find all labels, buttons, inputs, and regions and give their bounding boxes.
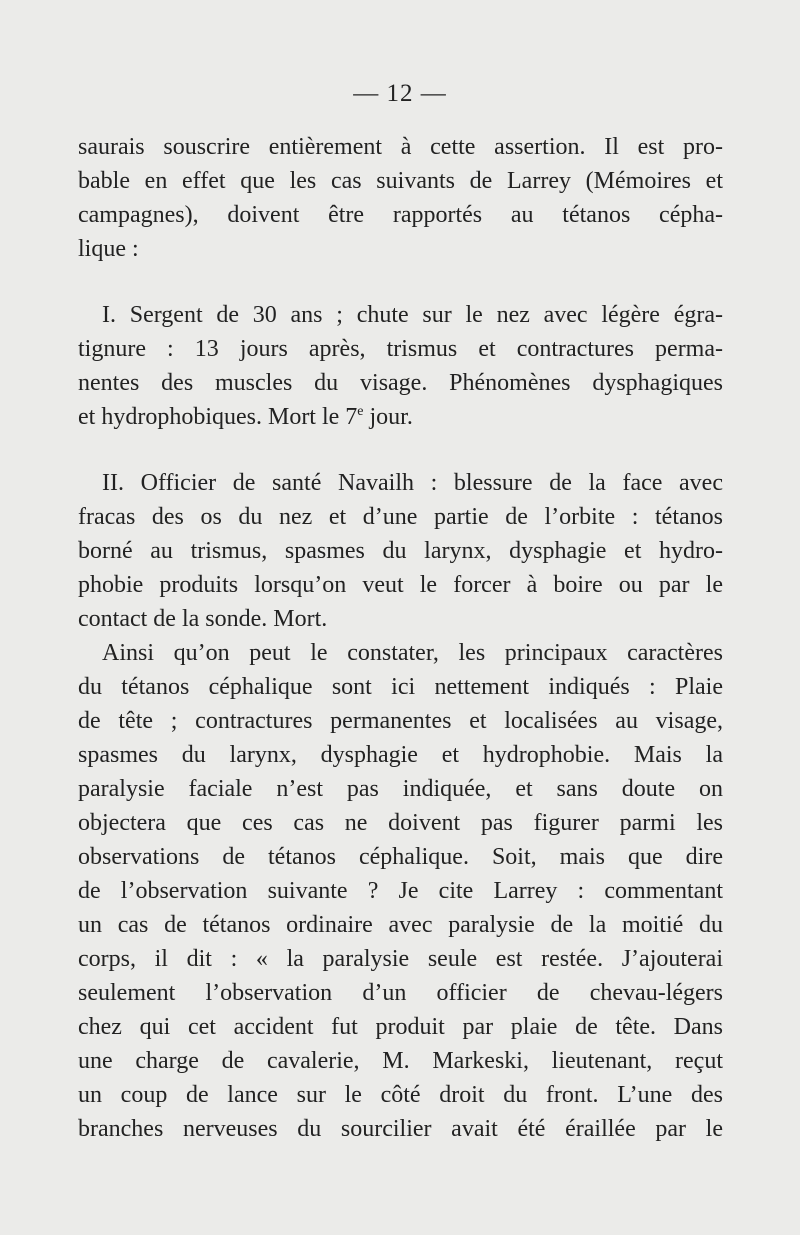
- text-line: Ainsi qu’on peut le constater, les principaux caractères: [102, 640, 723, 666]
- text-line: saurais souscrire entièrement à cette assertion. Il est pro-: [78, 134, 723, 160]
- superscript: e: [357, 404, 364, 419]
- text-line: un coup de lance sur le côté droit du front. L’une des: [78, 1082, 723, 1108]
- text-line: spasmes du larynx, dysphagie et hydrophobie. Mais la: [78, 742, 723, 768]
- text-line: corps, il dit : « la paralysie seule est restée. J’ajouterai: [78, 946, 723, 972]
- text-line: II. Officier de santé Navailh : blessure de la face avec: [102, 470, 723, 496]
- text-line: un cas de tétanos ordinaire avec paralysie de la moitié du: [78, 912, 723, 938]
- text-line: objectera que ces cas ne doivent pas figurer parmi les: [78, 810, 723, 836]
- text-line: tignure : 13 jours après, trismus et contractures perma-: [78, 336, 723, 362]
- text-line: I. Sergent de 30 ans ; chute sur le nez avec légère égra-: [102, 302, 723, 328]
- text-line: du tétanos céphalique sont ici nettement indiqués : Plaie: [78, 674, 723, 700]
- text-fragment: et hydrophobiques. Mort le 7: [78, 404, 358, 430]
- text-line: campagnes), doivent être rapportés au tétanos cépha-: [78, 202, 723, 228]
- text-line: phobie produits lorsqu’on veut le forcer à boire ou par le: [78, 572, 723, 598]
- text-line: de l’observation suivante ? Je cite Larrey : commentant: [78, 878, 723, 904]
- text-line: bable en effet que les cas suivants de Larrey (Mémoires et: [78, 168, 723, 194]
- text-line: contact de la sonde. Mort.: [78, 606, 328, 632]
- text-line: une charge de cavalerie, M. Markeski, lieutenant, reçut: [78, 1048, 723, 1074]
- text-line: paralysie faciale n’est pas indiquée, et sans doute on: [78, 776, 723, 802]
- text-line: branches nerveuses du sourcilier avait été éraillée par le: [78, 1116, 723, 1142]
- text-line: [78, 400, 723, 434]
- text-line: chez qui cet accident fut produit par plaie de tête. Dans: [78, 1014, 723, 1040]
- text-line: lique :: [78, 236, 139, 262]
- text-line: seulement l’observation d’un officier de chevau-légers: [78, 980, 723, 1006]
- text-fragment: jour.: [369, 404, 413, 430]
- page-number: — 12 —: [353, 80, 447, 107]
- text-line: observations de tétanos céphalique. Soit, mais que dire: [78, 844, 723, 870]
- text-line: nentes des muscles du visage. Phénomènes dysphagiques: [78, 370, 723, 396]
- text-line: borné au trismus, spasmes du larynx, dysphagie et hydro-: [78, 538, 723, 564]
- text-line: de tête ; contractures permanentes et localisées au visage,: [78, 708, 723, 734]
- text-line: fracas des os du nez et d’une partie de l’orbite : tétanos: [78, 504, 723, 530]
